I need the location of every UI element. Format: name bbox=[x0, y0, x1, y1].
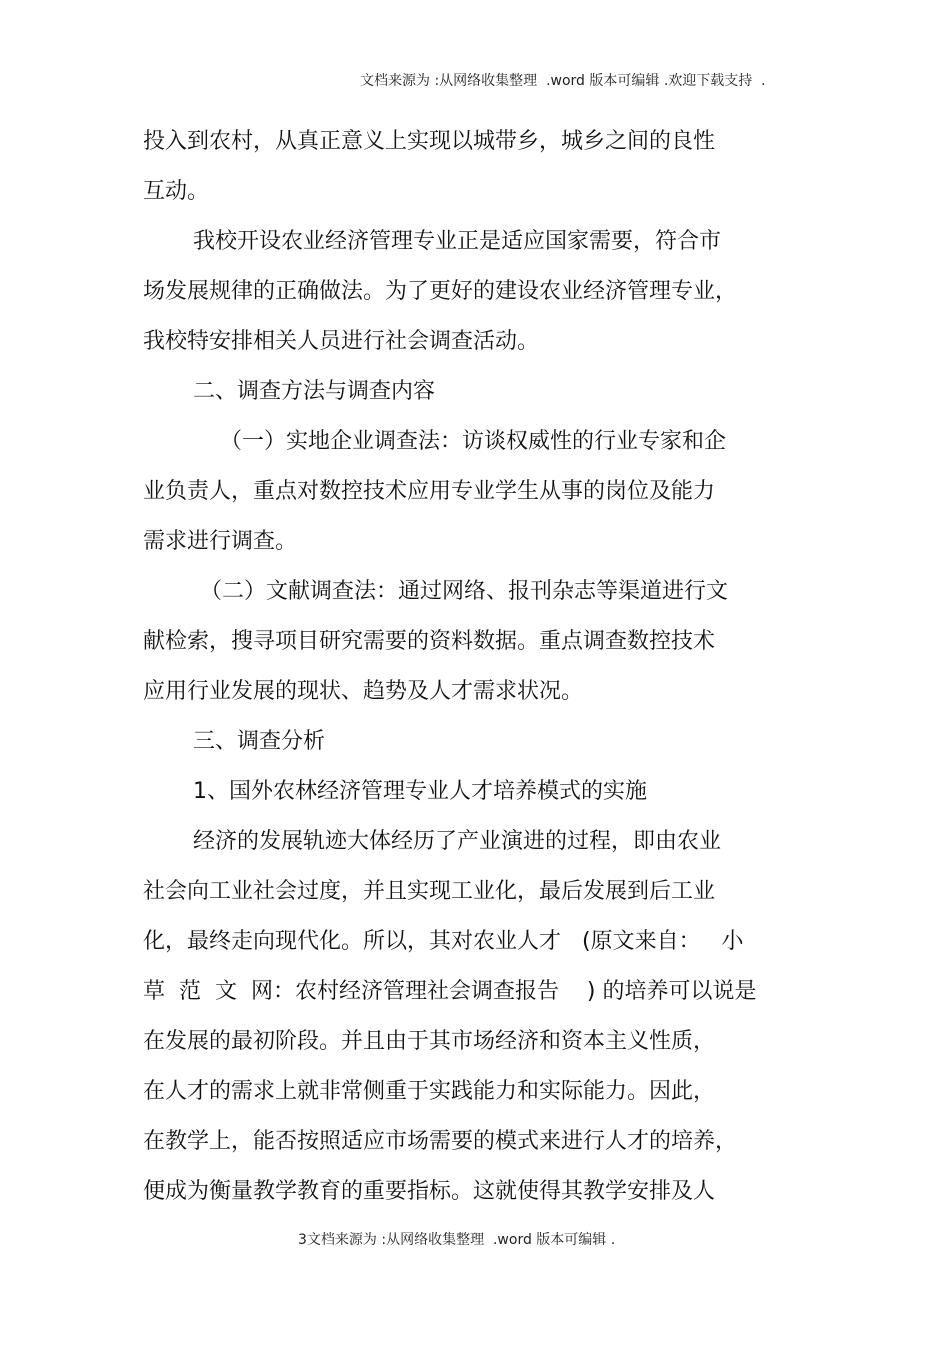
paragraph-line: 投入到农村，从真正意义上实现以城带乡，城乡之间的良性 bbox=[143, 129, 716, 154]
paragraph-line: （二）文献调查法：通过网络、报刊杂志等渠道进行文 bbox=[200, 579, 729, 604]
paragraph-line: 在教学上，能否按照适应市场需要的模式来进行人才的培养， bbox=[143, 1129, 738, 1154]
section-heading: 三、调查分析 bbox=[193, 729, 326, 754]
paragraph-line: 草 范 文 网：农村经济管理社会调查报告 ) 的培养可以说是 bbox=[143, 979, 757, 1004]
page-footer: 3文档来源为 :从网络收集整理 .word 版本可编辑 . bbox=[298, 1232, 616, 1248]
paragraph-line: 互动。 bbox=[143, 179, 210, 204]
paragraph-line: 在人才的需求上就非常侧重于实践能力和实际能力。因此， bbox=[143, 1079, 716, 1104]
paragraph-line: 在发展的最初阶段。并且由于其市场经济和资本主义性质， bbox=[143, 1029, 716, 1054]
page-header: 文档来源为 :从网络收集整理 .word 版本可编辑 .欢迎下载支持 . bbox=[360, 73, 766, 89]
paragraph-line: 我校特安排相关人员进行社会调查活动。 bbox=[143, 329, 540, 354]
paragraph-line: 献检索，搜寻项目研究需要的资料数据。重点调查数控技术 bbox=[143, 629, 716, 654]
subsection-heading: 1、国外农林经济管理专业人才培养模式的实施 bbox=[193, 779, 647, 804]
paragraph-line: 场发展规律的正确做法。为了更好的建设农业经济管理专业， bbox=[143, 279, 738, 304]
paragraph-line: 便成为衡量教学教育的重要指标。这就使得其教学安排及人 bbox=[143, 1179, 716, 1204]
paragraph-line: 业负责人，重点对数控技术应用专业学生从事的岗位及能力 bbox=[143, 479, 716, 504]
paragraph-line: 化，最终走向现代化。所以，其对农业人才 (原文来自： 小 bbox=[143, 929, 744, 954]
section-heading: 二、调查方法与调查内容 bbox=[193, 379, 436, 404]
paragraph-line: 社会向工业社会过度，并且实现工业化，最后发展到后工业 bbox=[143, 879, 716, 904]
paragraph-line: 应用行业发展的现状、趋势及人才需求状况。 bbox=[143, 679, 584, 704]
paragraph-line: 经济的发展轨迹大体经历了产业演进的过程，即由农业 bbox=[193, 829, 722, 854]
paragraph-line: （一）实地企业调查法：访谈权威性的行业专家和企 bbox=[220, 429, 727, 454]
paragraph-line: 需求进行调查。 bbox=[143, 529, 298, 554]
paragraph-line: 我校开设农业经济管理专业正是适应国家需要，符合市 bbox=[193, 229, 722, 254]
